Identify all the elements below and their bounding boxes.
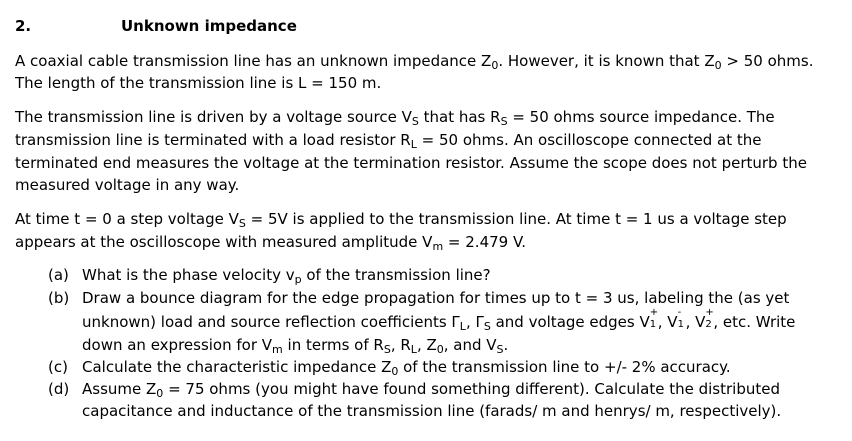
intro-line-2: The length of the transmission line is L = 150 m. (15, 74, 382, 92)
question-b-line-2: unknown) load and source reflection coefficients $\Gamma_L$, $\Gamma_S$ and voltage edges V + 1 , V - 1 , V + 2 , etc. Write (82, 307, 796, 333)
setup-line-1: The transmission line is driven by a voltage source $V_S$ that has $R_S = 50$ ohms source impedance. The (15, 108, 775, 128)
problem-number: 2. (15, 17, 32, 35)
question-label-d: (d) (48, 380, 70, 398)
setup-line-3: terminated end measures the voltage at the termination resistor. Assume the scope does not perturb the (15, 154, 807, 172)
question-d-line-2: capacitance and inductance of the transmission line (farads/ m and henrys/ m, respectively). (82, 402, 782, 420)
question-label-b: (b) (48, 289, 70, 307)
question-label-a: (a) (48, 266, 69, 284)
question-label-c: (c) (48, 358, 68, 376)
problem-title: Unknown impedance (121, 17, 297, 35)
measurement-line-1: At time t = 0 a step voltage $V_S = 5V$ is applied to the transmission line. At time t = 1 us a voltage step (15, 210, 787, 230)
question-b-line-3: down an expression for $V_m$ in terms of $R_S$, $R_L$, $Z_0$, and $V_S$. (82, 336, 509, 356)
question-b-line-1: Draw a bounce diagram for the edge propagation for times up to t = 3 us, labeling the (as yet (82, 289, 790, 307)
question-d-line-1: Assume $Z_0 = 75$ ohms (you might have found something different). Calculate the distributed (82, 380, 780, 400)
question-a-line-1: What is the phase velocity $v_p$ of the transmission line? (82, 266, 491, 286)
setup-line-2: transmission line is terminated with a load resistor $R_L = 50$ ohms. An oscilloscope connected at the (15, 131, 762, 151)
intro-line-1: A coaxial cable transmission line has an unknown impedance $Z_0$. However, it is known that $Z_0 > 50$ ohms. (15, 52, 814, 72)
setup-line-4: measured voltage in any way. (15, 176, 240, 194)
question-c-line-1: Calculate the characteristic impedance $Z_0$ of the transmission line to +/- 2% accuracy. (82, 358, 731, 378)
measurement-line-2: appears at the oscilloscope with measured amplitude $V_m = 2.479$ V. (15, 233, 527, 253)
